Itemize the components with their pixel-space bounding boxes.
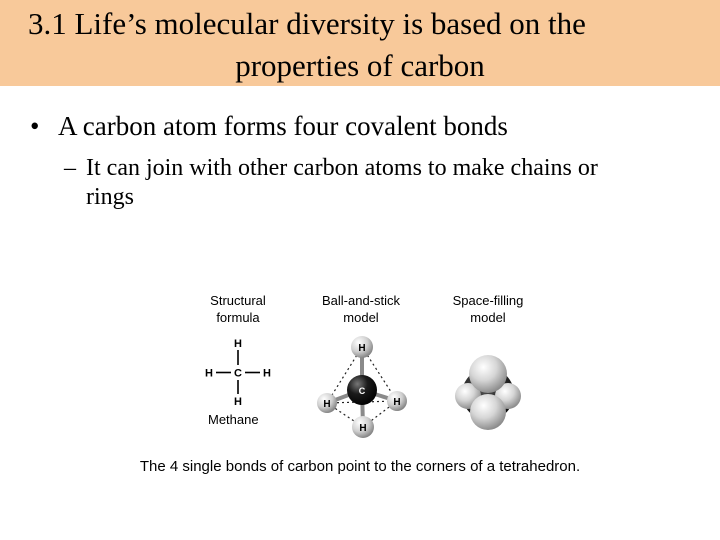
methane-label: Methane — [208, 412, 259, 427]
space-hydrogen-front — [470, 394, 506, 430]
ball-h-left-label: H — [323, 399, 331, 410]
ball-h-right-label: H — [393, 397, 401, 408]
ball-and-stick-label — [306, 292, 416, 326]
sub-bullet — [64, 154, 704, 212]
slide-title-line-2: properties of carbon — [235, 48, 485, 83]
ball-label-line-1: Ball-and-stick — [321, 293, 401, 308]
structural-label-line-2: formula — [216, 310, 260, 325]
struct-h-right: H — [263, 367, 271, 380]
ball-h-top-label: H — [358, 343, 366, 354]
bullet-marker: • — [30, 111, 40, 141]
ball-label-line-2: model — [343, 310, 379, 325]
sub-bullet-line-1: It can join with other carbon atoms to make chains or — [86, 155, 598, 181]
space-label-line-2: model — [470, 310, 506, 325]
struct-c-center: C — [234, 367, 242, 380]
main-bullet — [30, 110, 508, 142]
structural-label-line-1: Structural — [210, 293, 266, 308]
space-filling-label — [438, 292, 538, 326]
sub-bullet-marker: – — [64, 155, 76, 181]
main-bullet-text: A carbon atom forms four covalent bonds — [58, 111, 508, 141]
sub-bullet-line-2: rings — [86, 184, 134, 210]
structural-formula-label — [190, 292, 286, 326]
ball-c-label: C — [358, 386, 366, 396]
struct-h-bottom: H — [234, 396, 242, 408]
space-filling-model — [452, 348, 524, 434]
struct-h-top: H — [234, 338, 242, 350]
space-hydrogen-top — [469, 355, 507, 393]
ball-and-stick-model — [310, 332, 414, 440]
struct-h-left: H — [205, 367, 213, 380]
structural-formula-diagram — [202, 334, 274, 412]
slide-title-line-1: 3.1 Life’s molecular diversity is based on the — [28, 6, 586, 41]
space-label-line-1: Space-filling — [452, 293, 524, 308]
ball-h-bottom-label: H — [359, 423, 367, 434]
figure-caption: The 4 single bonds of carbon point to the corners of a tetrahedron. — [139, 458, 581, 475]
